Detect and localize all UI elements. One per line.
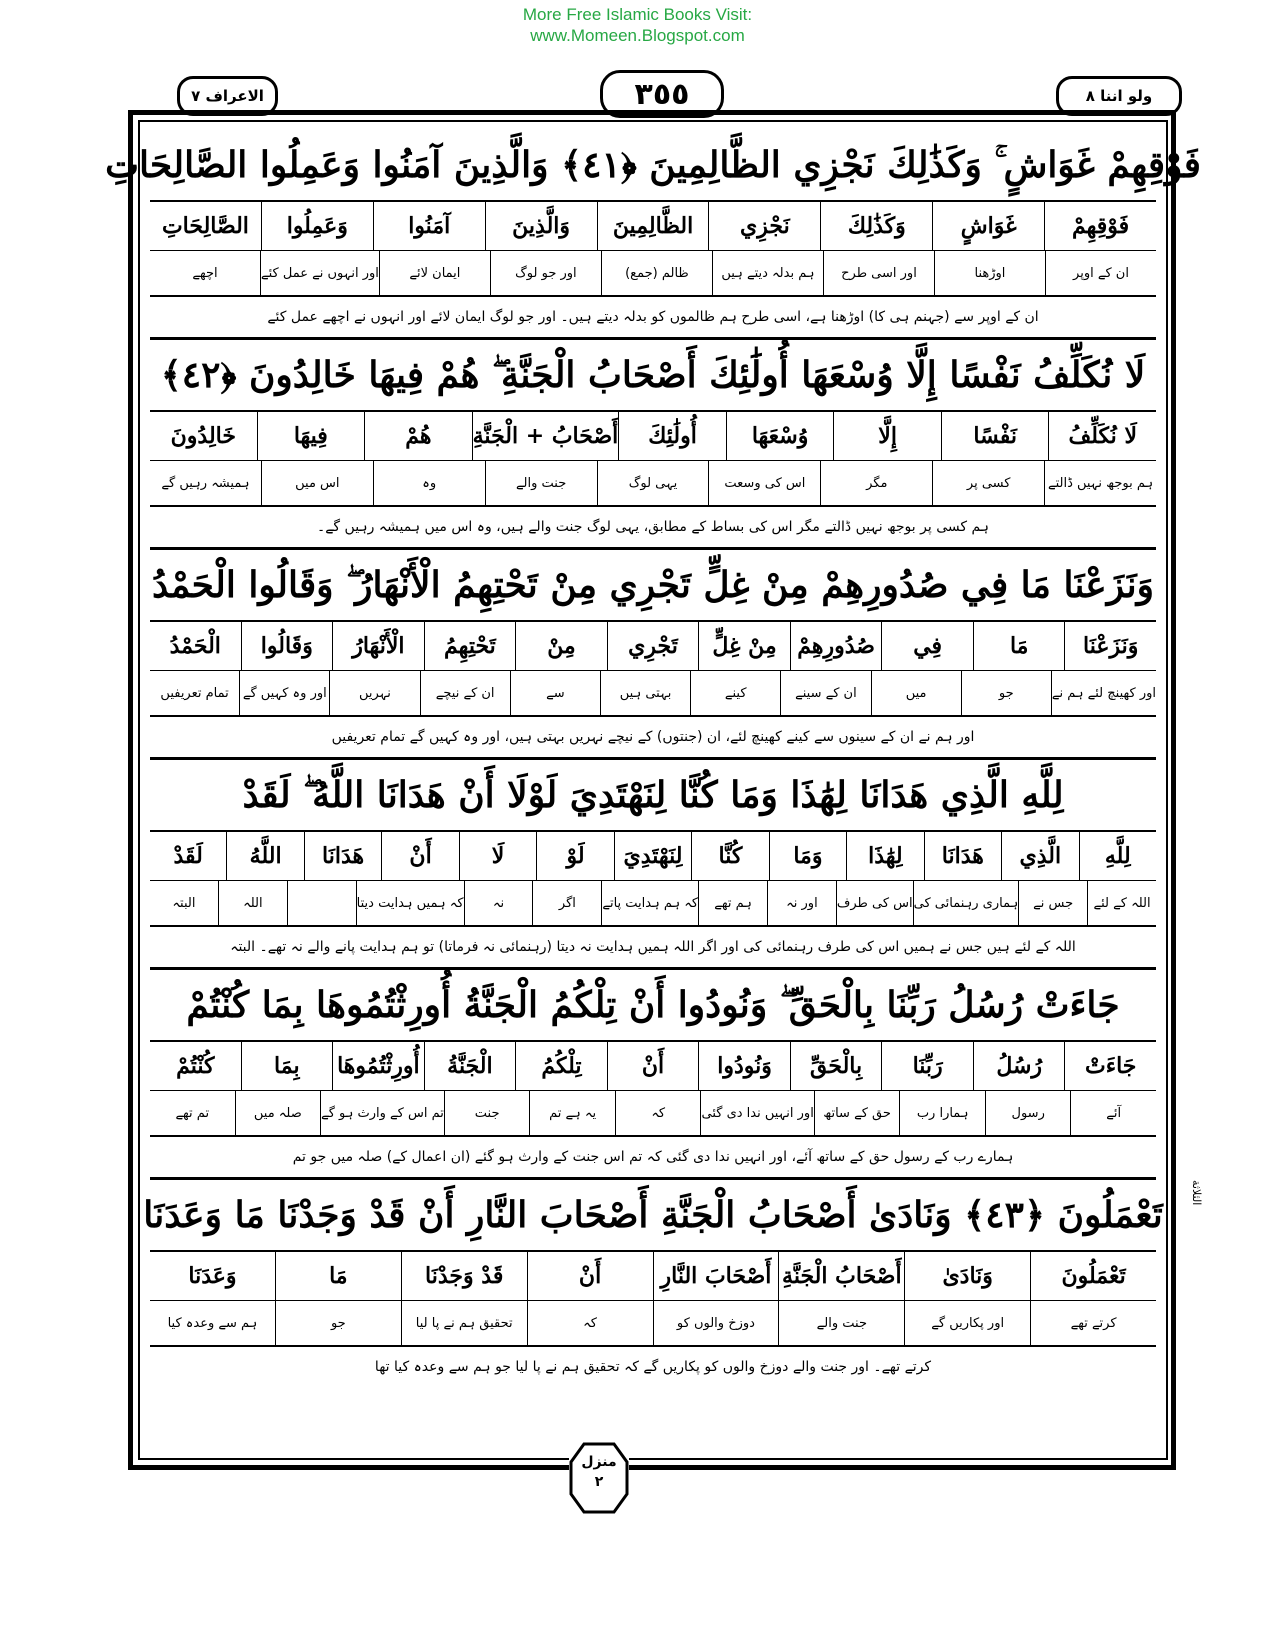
- urdu-meaning: اس میں: [261, 461, 373, 505]
- arabic-word: مَا: [973, 622, 1065, 670]
- meaning-row: [150, 1091, 1156, 1137]
- arabic-word: مِنْ: [515, 622, 607, 670]
- urdu-meaning: اوڑھنا: [934, 251, 1045, 295]
- arabic-word: أَصْحَابُ الْجَنَّةِ: [778, 1252, 904, 1300]
- urdu-meaning: نہ: [464, 881, 533, 925]
- urdu-meaning: [287, 881, 356, 925]
- arabic-word: فَوْقِهِمْ: [1044, 202, 1156, 250]
- urdu-meaning: کسی پر: [932, 461, 1044, 505]
- arabic-word: إِلَّا: [833, 412, 941, 460]
- arabic-word: قَدْ وَجَدْنَا: [401, 1252, 527, 1300]
- urdu-meaning: اگر: [532, 881, 601, 925]
- urdu-meaning: حق کے ساتھ: [814, 1091, 900, 1135]
- arabic-word: نَفْسًا: [941, 412, 1049, 460]
- urdu-meaning: سے: [510, 671, 600, 715]
- page-number: ٣٥٥: [600, 70, 724, 118]
- urdu-meaning: جو: [961, 671, 1051, 715]
- arabic-verse: وَنَزَعْنَا مَا فِي صُدُورِهِمْ مِنْ غِلٍّ تَجْرِي مِنْ تَحْتِهِمُ الْأَنْهَارُ ۖ وَقَالُوا الْحَمْدُ: [150, 550, 1156, 622]
- urdu-meaning: ان کے نیچے: [420, 671, 510, 715]
- arabic-verse: لَا نُكَلِّفُ نَفْسًا إِلَّا وُسْعَهَا أُولَٰئِكَ أَصْحَابُ الْجَنَّةِ ۖ هُمْ فِيهَا خَالِدُونَ ﴿٤٢﴾: [150, 340, 1156, 412]
- arabic-word: وُسْعَهَا: [726, 412, 834, 460]
- urdu-meaning: صلہ میں: [235, 1091, 321, 1135]
- urdu-meaning: ان کے اوپر: [1045, 251, 1156, 295]
- manzil-marker: [569, 1442, 629, 1514]
- urdu-meaning: اچھے: [192, 265, 218, 281]
- urdu-meaning: یہ ہے تم: [529, 1091, 615, 1135]
- verse-section: [150, 340, 1156, 550]
- side-note: الثلاثة: [1190, 1180, 1203, 1206]
- urdu-meaning: جنت والے: [778, 1301, 904, 1345]
- urdu-meaning: کہ ہمیں ہدایت دیتا: [356, 881, 464, 925]
- arabic-word: هَدَانَا: [304, 832, 381, 880]
- arabic-word: لِهَٰذَا: [846, 832, 923, 880]
- urdu-meaning: کہ ہم ہدایت پاتے: [601, 881, 698, 925]
- arabic-word: لَا نُكَلِّفُ: [1048, 412, 1156, 460]
- arabic-word: الْجَنَّةُ: [424, 1042, 516, 1090]
- verse-section: [150, 970, 1156, 1180]
- credit-line-1: More Free Islamic Books Visit:: [522, 5, 753, 24]
- arabic-word: أَصْحَابُ + الْجَنَّةِ: [472, 412, 619, 460]
- urdu-translation: ان کے اوپر سے (جہنم ہی کا) اوڑھنا ہے، اسی طرح ہم ظالموں کو بدلہ دیتے ہیں۔ اور جو لوگ ایمان لائے اور انہوں نے اچھے عمل کئے: [267, 309, 1039, 325]
- manzil-number: ٢: [594, 1474, 604, 1490]
- arabic-word: تَجْرِي: [607, 622, 699, 670]
- arabic-word: لَقَدْ: [173, 843, 203, 869]
- word-row: [150, 1042, 1156, 1091]
- urdu-translation: کرتے تھے۔ اور جنت والے دوزخ والوں کو پکاریں گے کہ تحقیق ہم نے پا لیا جو ہم سے وعدہ کیا تھا: [374, 1359, 932, 1375]
- arabic-word: آمَنُوا: [373, 202, 485, 250]
- word-row: [150, 202, 1156, 251]
- arabic-word: تَعْمَلُونَ: [1030, 1252, 1156, 1300]
- arabic-word: وَالَّذِينَ: [485, 202, 597, 250]
- arabic-word: رُسُلُ: [973, 1042, 1065, 1090]
- arabic-word: صُدُورِهِمْ: [790, 622, 882, 670]
- arabic-verse: تَعْمَلُونَ ﴿٤٣﴾ وَنَادَىٰ أَصْحَابُ الْجَنَّةِ أَصْحَابَ النَّارِ أَنْ قَدْ وَجَدْنَا مَا وَعَدَنَا: [150, 1180, 1156, 1252]
- urdu-meaning: اس کی طرف: [836, 881, 913, 925]
- urdu-translation: اور ہم نے ان کے سینوں سے کینے کھینچ لئے، ان (جنتوں) کے نیچے نہریں بہتی ہیں، اور وہ کہیں گے تمام تعریفیں: [331, 729, 975, 745]
- arabic-word: فِي: [881, 622, 973, 670]
- urdu-meaning: آئے: [1070, 1091, 1156, 1135]
- urdu-meaning: اور وہ کہیں گے: [239, 671, 329, 715]
- word-row: [150, 622, 1156, 671]
- arabic-word: لِلَّهِ: [1079, 832, 1156, 880]
- urdu-meaning: دوزخ والوں کو: [653, 1301, 779, 1345]
- meaning-row: [150, 251, 1156, 297]
- urdu-meaning: جنت: [444, 1091, 530, 1135]
- urdu-translation: ہم کسی پر بوجھ نہیں ڈالتے مگر اس کی بساط کے مطابق، یہی لوگ جنت والے ہیں، وہ اس میں ہمیشہ رہیں گے۔: [317, 519, 989, 535]
- arabic-word: لَوْ: [536, 832, 613, 880]
- word-row: [150, 412, 1156, 461]
- arabic-word: كُنَّا: [691, 832, 768, 880]
- word-row: [150, 832, 1156, 881]
- arabic-word: الظَّالِمِينَ: [597, 202, 709, 250]
- manzil-label: منزل: [581, 1454, 617, 1470]
- urdu-meaning: کرتے تھے: [1030, 1301, 1156, 1345]
- arabic-word: جَاءَتْ: [1064, 1042, 1156, 1090]
- arabic-word: خَالِدُونَ: [170, 423, 236, 449]
- arabic-word: أُورِثْتُمُوهَا: [332, 1042, 424, 1090]
- arabic-word: تِلْكُمُ: [515, 1042, 607, 1090]
- arabic-word: فِيهَا: [257, 412, 365, 460]
- urdu-meaning: اس کی وسعت: [708, 461, 820, 505]
- arabic-word: وَمَا: [769, 832, 846, 880]
- arabic-word: أَنْ: [381, 832, 458, 880]
- arabic-word: نَجْزِي: [708, 202, 820, 250]
- urdu-meaning: یہی لوگ: [597, 461, 709, 505]
- urdu-meaning: ظالم (جمع): [601, 251, 712, 295]
- arabic-word: الْأَنْهَارُ: [332, 622, 424, 670]
- arabic-word: اللَّهُ: [226, 832, 303, 880]
- urdu-meaning: کہ: [527, 1301, 653, 1345]
- arabic-word: الصَّالِحَاتِ: [161, 213, 249, 239]
- urdu-meaning: بہتی ہیں: [600, 671, 690, 715]
- urdu-meaning: اور پکاریں گے: [904, 1301, 1030, 1345]
- arabic-word: أَنْ: [607, 1042, 699, 1090]
- verse-section: [150, 550, 1156, 760]
- arabic-word: هُمْ: [364, 412, 472, 460]
- arabic-word: مِنْ غِلٍّ: [698, 622, 790, 670]
- urdu-meaning: نہریں: [329, 671, 419, 715]
- arabic-verse: فَوْقِهِمْ غَوَاشٍ ۚ وَكَذَٰلِكَ نَجْزِي الظَّالِمِينَ ﴿٤١﴾ وَالَّذِينَ آمَنُوا وَعَمِلُوا الصَّالِحَاتِ: [150, 130, 1156, 202]
- urdu-meaning: البتہ: [172, 895, 196, 911]
- urdu-meaning: جنت والے: [485, 461, 597, 505]
- arabic-word: الْحَمْدُ: [169, 633, 221, 659]
- urdu-meaning: تم تھے: [175, 1105, 210, 1121]
- arabic-verse: جَاءَتْ رُسُلُ رَبِّنَا بِالْحَقِّ ۖ وَنُودُوا أَنْ تِلْكُمُ الْجَنَّةُ أُورِثْتُمُوهَا بِمَا كُنْتُمْ: [150, 970, 1156, 1042]
- arabic-word: وَنَادَىٰ: [904, 1252, 1030, 1300]
- urdu-meaning: اور انہیں ندا دی گئی: [700, 1091, 813, 1135]
- meaning-row: [150, 461, 1156, 507]
- credit-line-2: www.Momeen.Blogspot.com: [530, 26, 745, 45]
- arabic-word: لِنَهْتَدِيَ: [614, 832, 691, 880]
- urdu-meaning: ہمارا رب: [899, 1091, 985, 1135]
- urdu-meaning: ایمان لائے: [379, 251, 490, 295]
- urdu-meaning: اور جو لوگ: [490, 251, 601, 295]
- arabic-word: وَنَزَعْنَا: [1064, 622, 1156, 670]
- arabic-word: كُنْتُمْ: [176, 1053, 215, 1079]
- arabic-word: وَقَالُوا: [241, 622, 333, 670]
- arabic-word: تَحْتِهِمُ: [424, 622, 516, 670]
- arabic-word: بِمَا: [241, 1042, 333, 1090]
- arabic-word: أَنْ: [527, 1252, 653, 1300]
- top-credit: [0, 4, 1275, 46]
- word-row: [150, 1252, 1156, 1301]
- urdu-translation: اللہ کے لئے ہیں جس نے ہمیں اس کی طرف رہنمائی کی اور اگر اللہ ہمیں ہدایت نہ دیتا (رہنمائی نہ فرماتا) تو ہم ہدایت پانے والے نہ تھے۔ البتہ: [230, 939, 1076, 955]
- urdu-meaning: ہم بدلہ دیتے ہیں: [712, 251, 823, 295]
- urdu-meaning: ہمیشہ رہیں گے: [161, 475, 250, 491]
- arabic-word: الَّذِي: [1001, 832, 1078, 880]
- meaning-row: [150, 881, 1156, 927]
- arabic-word: هَدَانَا: [924, 832, 1001, 880]
- arabic-word: وَكَذَٰلِكَ: [820, 202, 932, 250]
- urdu-translation: ہمارے رب کے رسول حق کے ساتھ آئے، اور انہیں ندا دی گئی کہ تم اس جنت کے وارث ہو گئے (ان اعمال کے) صلہ میں جو تم: [292, 1149, 1014, 1165]
- urdu-meaning: اور نہ: [767, 881, 836, 925]
- urdu-meaning: اور کھینچ لئے ہم نے: [1051, 671, 1156, 715]
- urdu-meaning: اللہ کے لئے: [1087, 881, 1156, 925]
- urdu-meaning: میں: [871, 671, 961, 715]
- urdu-meaning: تحقیق ہم نے پا لیا: [401, 1301, 527, 1345]
- meaning-row: [150, 1301, 1156, 1347]
- urdu-meaning: اللہ: [218, 881, 287, 925]
- arabic-word: وَعَدَنَا: [188, 1263, 237, 1289]
- arabic-word: أُولَٰئِكَ: [618, 412, 726, 460]
- urdu-meaning: ہماری رہنمائی کی: [913, 881, 1019, 925]
- urdu-meaning: اور انہوں نے عمل کئے: [260, 251, 379, 295]
- verse-section: [105, 130, 1201, 340]
- arabic-word: غَوَاشٍ: [932, 202, 1044, 250]
- arabic-word: وَعَمِلُوا: [261, 202, 373, 250]
- urdu-meaning: ہم بوجھ نہیں ڈالتے: [1044, 461, 1156, 505]
- urdu-meaning: اور اسی طرح: [823, 251, 934, 295]
- surah-name-box: الاعراف ٧: [177, 76, 278, 116]
- urdu-meaning: کینے: [690, 671, 780, 715]
- manzil-text: [569, 1452, 629, 1492]
- urdu-meaning: تم اس کے وارث ہو گے: [320, 1091, 444, 1135]
- urdu-meaning: جس نے: [1018, 881, 1087, 925]
- urdu-meaning: رسول: [985, 1091, 1071, 1135]
- urdu-meaning: ہم تھے: [698, 881, 767, 925]
- juz-name-box: ولو اننا ٨: [1056, 76, 1182, 116]
- urdu-meaning: وہ: [373, 461, 485, 505]
- urdu-meaning: ہم سے وعدہ کیا: [167, 1315, 258, 1331]
- verse-section: [143, 1180, 1163, 1387]
- urdu-meaning: جو: [275, 1301, 401, 1345]
- arabic-word: مَا: [275, 1252, 401, 1300]
- verse-section: [150, 760, 1156, 970]
- arabic-word: وَنُودُوا: [698, 1042, 790, 1090]
- urdu-meaning: مگر: [820, 461, 932, 505]
- urdu-meaning: ان کے سینے: [780, 671, 870, 715]
- urdu-meaning: تمام تعریفیں: [160, 685, 229, 701]
- urdu-meaning: کہ: [615, 1091, 701, 1135]
- arabic-word: بِالْحَقِّ: [790, 1042, 882, 1090]
- arabic-word: أَصْحَابَ النَّارِ: [653, 1252, 779, 1300]
- arabic-verse: لِلَّهِ الَّذِي هَدَانَا لِهَٰذَا وَمَا كُنَّا لِنَهْتَدِيَ لَوْلَا أَنْ هَدَانَا اللَّهُ ۖ لَقَدْ: [150, 760, 1156, 832]
- meaning-row: [150, 671, 1156, 717]
- arabic-word: لَا: [459, 832, 536, 880]
- arabic-word: رَبِّنَا: [881, 1042, 973, 1090]
